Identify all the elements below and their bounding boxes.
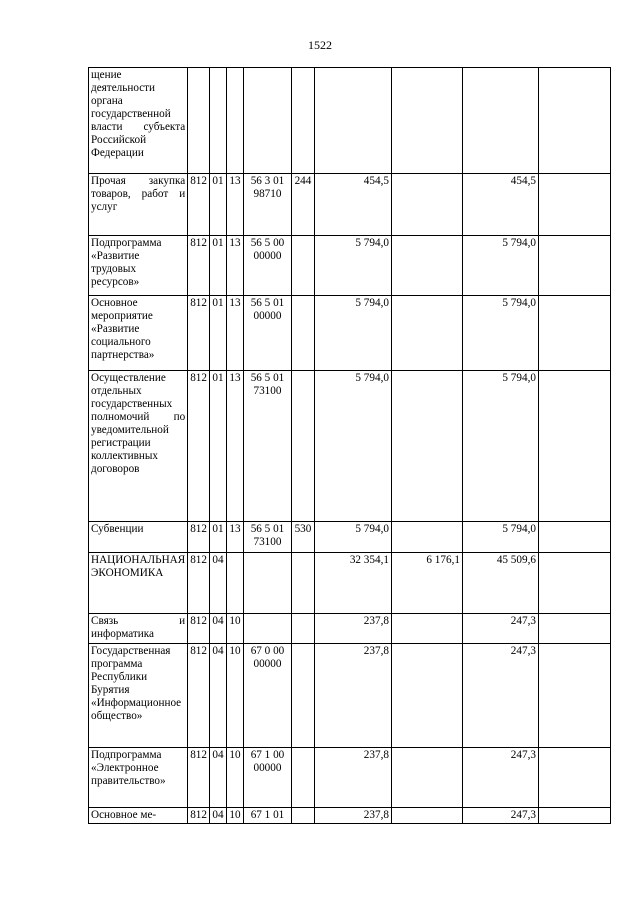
amount-3: 454,5 (462, 174, 538, 236)
amount-3: 5 794,0 (462, 371, 538, 522)
expense-type-code (291, 371, 314, 522)
expense-type-code (291, 296, 314, 371)
amount-1: 237,8 (314, 644, 391, 748)
section-code: 01 (209, 174, 226, 236)
empty-cell (538, 644, 610, 748)
expense-type-code (291, 553, 314, 614)
amount-2 (391, 808, 462, 824)
section-code: 01 (209, 371, 226, 522)
subsection-code: 13 (226, 174, 243, 236)
expense-type-code (291, 644, 314, 748)
target-item-code: 56 5 00 00000 (243, 236, 291, 296)
amount-2 (391, 68, 462, 174)
empty-cell (538, 522, 610, 553)
subsection-code: 10 (226, 614, 243, 644)
grbs-code: 812 (188, 808, 210, 824)
grbs-code: 812 (188, 236, 210, 296)
amount-3: 247,3 (462, 748, 538, 808)
section-code: 04 (209, 748, 226, 808)
amount-2 (391, 614, 462, 644)
grbs-code: 812 (188, 371, 210, 522)
empty-cell (538, 808, 610, 824)
expense-type-code (291, 236, 314, 296)
section-code: 01 (209, 522, 226, 553)
section-code: 01 (209, 236, 226, 296)
table-row (89, 174, 611, 236)
subsection-code: 13 (226, 236, 243, 296)
amount-3: 247,3 (462, 808, 538, 824)
target-item-code: 56 5 01 73100 (243, 371, 291, 522)
subsection-code: 10 (226, 808, 243, 824)
row-name: Подпрограмма «Развитие трудовых ресурсов» (89, 236, 188, 296)
empty-cell (538, 174, 610, 236)
amount-1: 5 794,0 (314, 522, 391, 553)
page-number: 1522 (308, 38, 332, 52)
row-name: Связь и информатика (89, 614, 188, 644)
table-row (89, 236, 611, 296)
section-code: 04 (209, 644, 226, 748)
amount-3: 5 794,0 (462, 236, 538, 296)
section-code (209, 68, 226, 174)
row-name: Подпрограмма «Электронное правительство» (89, 748, 188, 808)
table-row (89, 614, 611, 644)
target-item-code: 56 3 01 98710 (243, 174, 291, 236)
expense-type-code (291, 68, 314, 174)
row-name: Основное ме- (89, 808, 188, 824)
target-item-code (243, 553, 291, 614)
amount-1: 32 354,1 (314, 553, 391, 614)
grbs-code: 812 (188, 553, 210, 614)
amount-2 (391, 296, 462, 371)
target-item-code: 67 1 01 (243, 808, 291, 824)
grbs-code: 812 (188, 748, 210, 808)
expense-type-code: 244 (291, 174, 314, 236)
table-row (89, 522, 611, 553)
row-name: НАЦИОНАЛЬНАЯ ЭКОНОМИКА (89, 553, 188, 614)
empty-cell (538, 748, 610, 808)
table-row (89, 644, 611, 748)
amount-3: 5 794,0 (462, 522, 538, 553)
amount-1: 237,8 (314, 748, 391, 808)
budget-table (88, 67, 611, 824)
section-code: 01 (209, 296, 226, 371)
amount-1: 5 794,0 (314, 371, 391, 522)
subsection-code: 13 (226, 371, 243, 522)
target-item-code: 67 1 00 00000 (243, 748, 291, 808)
amount-2 (391, 748, 462, 808)
amount-2 (391, 174, 462, 236)
row-name: Осуществление отдельных государственных полномочий по уведомительной регистрации коллективных договоров (89, 371, 188, 522)
amount-3 (462, 68, 538, 174)
amount-1: 237,8 (314, 614, 391, 644)
target-item-code (243, 68, 291, 174)
expense-type-code: 530 (291, 522, 314, 553)
grbs-code: 812 (188, 296, 210, 371)
target-item-code (243, 614, 291, 644)
amount-2 (391, 371, 462, 522)
empty-cell (538, 236, 610, 296)
section-code: 04 (209, 553, 226, 614)
amount-1: 5 794,0 (314, 296, 391, 371)
grbs-code: 812 (188, 614, 210, 644)
amount-2 (391, 522, 462, 553)
subsection-code (226, 553, 243, 614)
expense-type-code (291, 808, 314, 824)
row-name: Государственная программа Республики Бурятия «Информационное общество» (89, 644, 188, 748)
expense-type-code (291, 748, 314, 808)
row-name: Субвенции (89, 522, 188, 553)
subsection-code: 10 (226, 748, 243, 808)
amount-3: 45 509,6 (462, 553, 538, 614)
grbs-code (188, 68, 210, 174)
subsection-code: 13 (226, 296, 243, 371)
empty-cell (538, 371, 610, 522)
row-name: Прочая закупка товаров, работ и услуг (89, 174, 188, 236)
row-name: Основное мероприятие «Развитие социального партнерства» (89, 296, 188, 371)
grbs-code: 812 (188, 522, 210, 553)
table-row (89, 68, 611, 174)
subsection-code: 10 (226, 644, 243, 748)
expense-type-code (291, 614, 314, 644)
table-row (89, 371, 611, 522)
amount-2 (391, 644, 462, 748)
amount-1: 5 794,0 (314, 236, 391, 296)
amount-1: 237,8 (314, 808, 391, 824)
section-code: 04 (209, 808, 226, 824)
table-row (89, 808, 611, 824)
empty-cell (538, 553, 610, 614)
empty-cell (538, 296, 610, 371)
row-name: щение деятельности органа государственной власти субъекта Российской Федерации (89, 68, 188, 174)
empty-cell (538, 614, 610, 644)
target-item-code: 67 0 00 00000 (243, 644, 291, 748)
table-row (89, 296, 611, 371)
amount-2 (391, 236, 462, 296)
grbs-code: 812 (188, 174, 210, 236)
subsection-code: 13 (226, 522, 243, 553)
amount-3: 5 794,0 (462, 296, 538, 371)
amount-3: 247,3 (462, 644, 538, 748)
section-code: 04 (209, 614, 226, 644)
subsection-code (226, 68, 243, 174)
amount-1 (314, 68, 391, 174)
table-row (89, 748, 611, 808)
table-row (89, 553, 611, 614)
empty-cell (538, 68, 610, 174)
target-item-code: 56 5 01 73100 (243, 522, 291, 553)
amount-3: 247,3 (462, 614, 538, 644)
amount-2: 6 176,1 (391, 553, 462, 614)
grbs-code: 812 (188, 644, 210, 748)
target-item-code: 56 5 01 00000 (243, 296, 291, 371)
amount-1: 454,5 (314, 174, 391, 236)
